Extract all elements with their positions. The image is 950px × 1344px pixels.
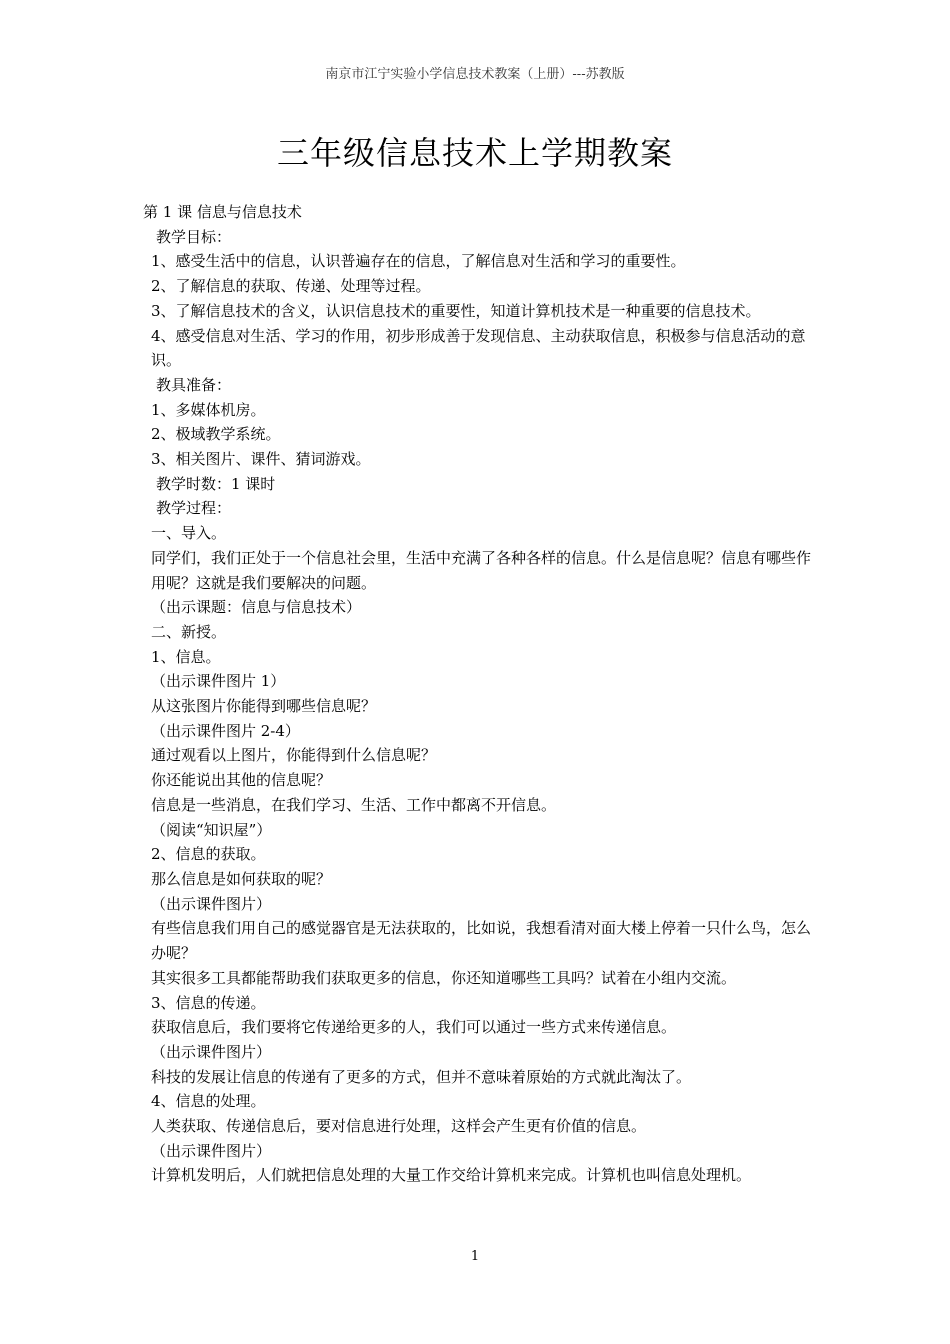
page-header: 南京市江宁实验小学信息技术教案（上册）---苏教版: [325, 67, 625, 82]
section-heading: 3、信息的传递。: [151, 993, 266, 1012]
document-title: 三年级信息技术上学期教案: [276, 134, 673, 172]
paragraph: 同学们，我们正处于一个信息社会里，生活中充满了各种各样的信息。什么是信息呢？信息有哪些作用呢？这就是我们要解决的问题。: [151, 548, 812, 592]
paragraph: 其实很多工具都能帮助我们获取更多的信息，你还知道哪些工具吗？试着在小组内交流。: [151, 968, 737, 987]
paragraph: 通过观看以上图片，你能得到什么信息呢？: [151, 746, 437, 765]
paragraph: 从这张图片你能得到哪些信息呢？: [151, 697, 377, 716]
prep-item: 1、多媒体机房。: [151, 400, 266, 419]
paragraph: 计算机发明后，人们就把信息处理的大量工作交给计算机来完成。计算机也叫信息处理机。: [151, 1166, 752, 1185]
paragraph: 那么信息是如何获取的呢？: [151, 869, 332, 888]
paragraph: （出示课件图片 1）: [151, 672, 286, 691]
paragraph: （出示课件图片）: [151, 1042, 272, 1061]
prep-label: 教具准备：: [156, 375, 232, 394]
paragraph: 科技的发展让信息的传递有了更多的方式，但并不意味着原始的方式就此淘汰了。: [151, 1067, 692, 1086]
paragraph: （出示课件图片）: [151, 894, 272, 913]
paragraph: 你还能说出其他的信息呢？: [151, 771, 332, 790]
step-heading: 一、导入。: [151, 524, 227, 543]
paragraph: 人类获取、传递信息后，要对信息进行处理，这样会产生更有价值的信息。: [151, 1117, 647, 1136]
paragraph: 获取信息后，我们要将它传递给更多的人，我们可以通过一些方式来传递信息。: [151, 1018, 677, 1037]
objective-item: 2、了解信息的获取、传递、处理等过程。: [151, 277, 431, 296]
section-heading: 2、信息的获取。: [151, 845, 266, 864]
section-heading: 1、信息。: [151, 647, 221, 666]
prep-item: 2、极域教学系统。: [151, 425, 281, 444]
section-heading: 4、信息的处理。: [151, 1092, 266, 1111]
objective-item: 4、感受信息对生活、学习的作用，初步形成善于发现信息、主动获取信息，积极参与信息活动的意识。: [151, 326, 806, 370]
step-heading: 二、新授。: [151, 622, 227, 641]
paragraph: （出示课件图片）: [151, 1141, 272, 1160]
prep-item: 3、相关图片、课件、猜词游戏。: [151, 450, 371, 469]
objective-item: 3、了解信息技术的含义，认识信息技术的重要性，知道计算机技术是一种重要的信息技术。: [151, 301, 761, 320]
paragraph: （出示课题：信息与信息技术）: [151, 598, 362, 617]
paragraph: 信息是一些消息，在我们学习、生活、工作中都离不开信息。: [151, 795, 557, 814]
objective-item: 1、感受生活中的信息，认识普遍存在的信息，了解信息对生活和学习的重要性。: [151, 252, 686, 271]
document-body: [143, 200, 811, 1188]
teaching-hours: 教学时数：1 课时: [156, 474, 276, 493]
lesson-heading: 第 1 课 信息与信息技术: [143, 203, 302, 221]
objectives-label: 教学目标：: [156, 227, 232, 246]
paragraph: 有些信息我们用自己的感觉器官是无法获取的，比如说，我想看清对面大楼上停着一只什么鸟，怎么办呢？: [151, 919, 812, 963]
page-number: 1: [470, 1249, 480, 1264]
paragraph: （阅读“知识屋”）: [151, 820, 272, 839]
paragraph: （出示课件图片 2-4）: [151, 721, 300, 740]
process-label: 教学过程：: [156, 499, 232, 518]
